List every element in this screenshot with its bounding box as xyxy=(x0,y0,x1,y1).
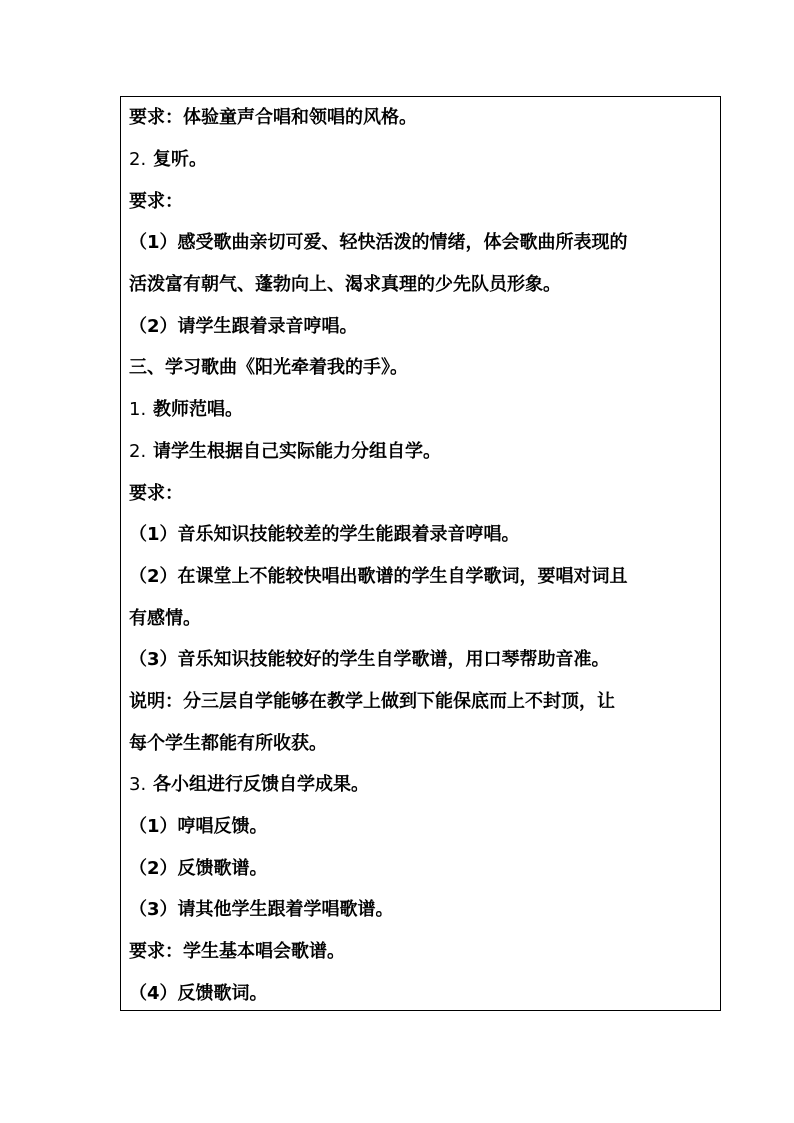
text-line: （3）音乐知识技能较好的学生自学歌谱，用口琴帮助音准。 xyxy=(129,649,610,670)
item-number: 1. xyxy=(129,399,147,420)
text-line: （4）反馈歌词。 xyxy=(129,983,268,1004)
text-line: （2）在课堂上不能较快唱出歌谱的学生自学歌词，要唱对词且 xyxy=(129,566,628,587)
text-line: （1）音乐知识技能较差的学生能跟着录音哼唱。 xyxy=(129,524,520,545)
section-heading: 三、学习歌曲《阳光牵着我的手》。 xyxy=(129,357,408,378)
text-line: （1）哼唱反馈。 xyxy=(129,816,268,837)
item-number: 3. xyxy=(129,774,147,795)
item-number: 2. xyxy=(129,441,147,462)
text-line: 要求： xyxy=(129,191,183,212)
text-line: （3）请其他学生跟着学唱歌谱。 xyxy=(129,899,394,920)
text-line: 1. 教师范唱。 xyxy=(129,396,714,424)
text-line: 活泼富有朝气、蓬勃向上、渴求真理的少先队员形象。 xyxy=(129,274,561,295)
item-number: 2. xyxy=(129,149,147,170)
text-line: 要求：学生基本唱会歌谱。 xyxy=(129,941,345,962)
text-line: 2. 请学生根据自己实际能力分组自学。 xyxy=(129,438,714,466)
text-line: 2. 复听。 xyxy=(129,146,714,174)
text-line: （1）感受歌曲亲切可爱、轻快活泼的情绪，体会歌曲所表现的 xyxy=(129,232,628,253)
text-line: 有感情。 xyxy=(129,608,201,629)
text-line: （2）反馈歌谱。 xyxy=(129,858,268,879)
lesson-plan-table-cell xyxy=(120,96,721,1011)
text-line: 说明：分三层自学能够在教学上做到下能保底而上不封顶，让 xyxy=(129,691,615,712)
text-line: （2）请学生跟着录音哼唱。 xyxy=(129,316,358,337)
text-line: 要求：体验童声合唱和领唱的风格。 xyxy=(129,107,417,128)
text-line: 每个学生都能有所收获。 xyxy=(129,733,327,754)
text-line: 要求： xyxy=(129,483,183,504)
text-line: 3. 各小组进行反馈自学成果。 xyxy=(129,771,714,799)
